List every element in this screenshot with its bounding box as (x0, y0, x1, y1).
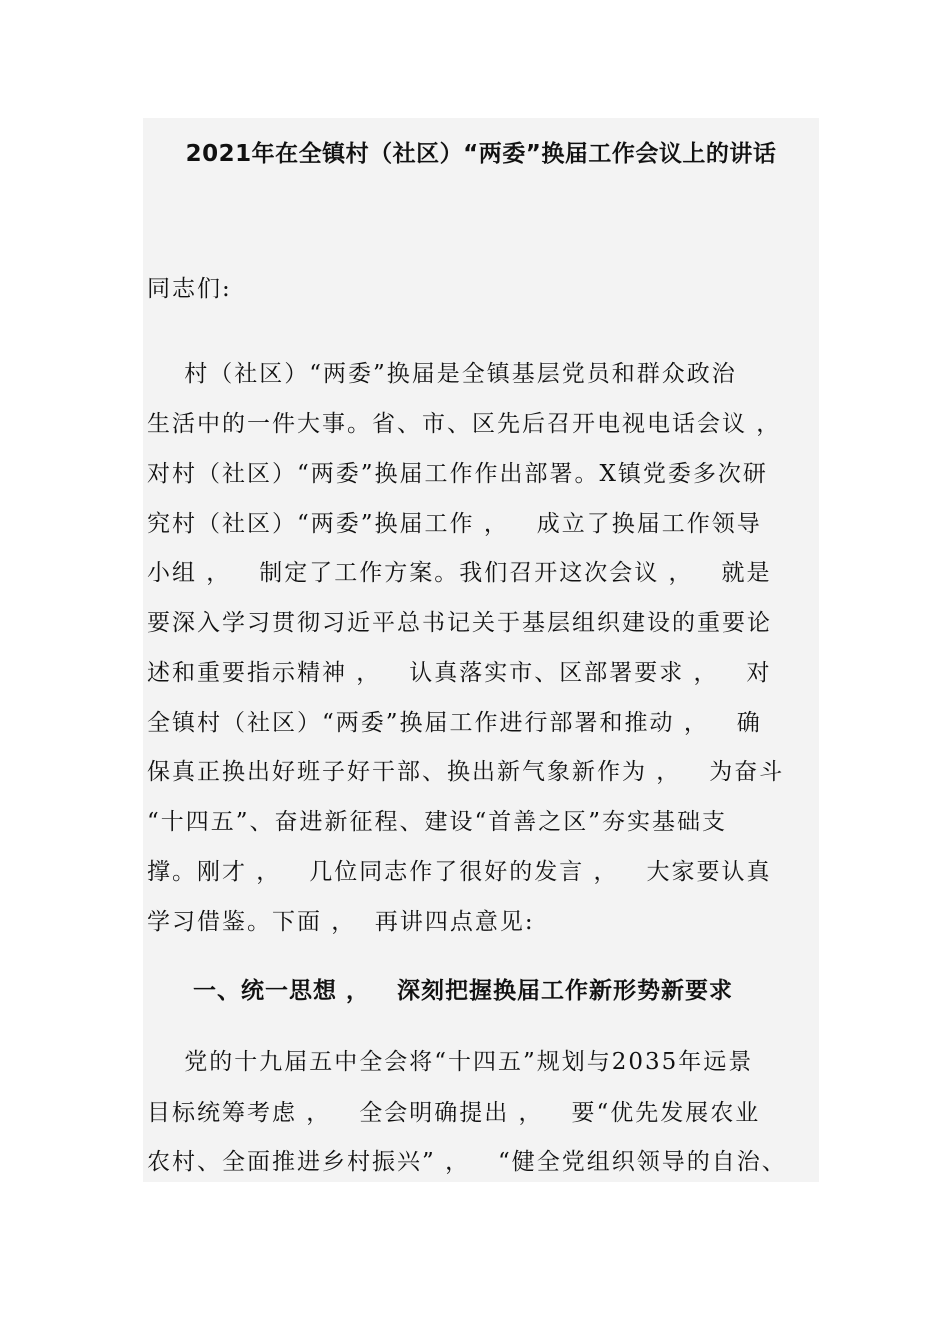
salutation: 同志们: (147, 276, 232, 302)
paragraph-2-line-1: 党的十九届五中全会将“十四五”规划与2035年远景 (147, 1049, 754, 1075)
paragraph-1-line-12: 学习借鉴。下面 ， 再讲四点意见: (147, 909, 535, 935)
paragraph-2-line-3: 农村、全面推进乡村振兴” ， “健全党组织领导的自治、 (147, 1149, 787, 1175)
paragraph-1-line-3: 对村（社区）“两委”换届工作作出部署。X镇党委多次研 (147, 461, 768, 487)
paragraph-1-line-4: 究村（社区）“两委”换届工作 ， 成立了换届工作领导 (147, 511, 762, 537)
paragraph-1-line-8: 全镇村（社区）“两委”换届工作进行部署和推动 ， 确 (147, 710, 762, 736)
paragraph-1-line-11: 撑。刚才 ， 几位同志作了很好的发言 ， 大家要认真 (147, 859, 772, 885)
paragraph-1-line-5: 小组 ， 制定了工作方案。我们召开这次会议 ， 就是 (147, 560, 772, 586)
paragraph-1-line-1: 村（社区）“两委”换届是全镇基层党员和群众政治 (147, 361, 737, 387)
paragraph-1-line-9: 保真正换出好班子好干部、换出新气象新作为 ， 为奋斗 (147, 759, 785, 785)
paragraph-1-line-6: 要深入学习贯彻习近平总书记关于基层组织建设的重要论 (147, 610, 772, 636)
paragraph-2-line-2: 目标统筹考虑 ， 全会明确提出 ， 要“优先发展农业 (147, 1100, 761, 1126)
document-title: 2021年在全镇村（社区）“两委”换届工作会议上的讲话 (185, 141, 777, 167)
document-page (143, 118, 819, 1182)
paragraph-1-line-7: 述和重要指示精神 ， 认真落实市、区部署要求 ， 对 (147, 660, 772, 686)
section-1-heading: 一、统一思想 ， 深刻把握换届工作新形势新要求 (193, 978, 734, 1004)
paragraph-1-line-2: 生活中的一件大事。省、市、区先后召开电视电话会议 ， (147, 411, 782, 437)
paragraph-1-line-10: “十四五”、奋进新征程、建设“首善之区”夯实基础支 (147, 809, 728, 835)
